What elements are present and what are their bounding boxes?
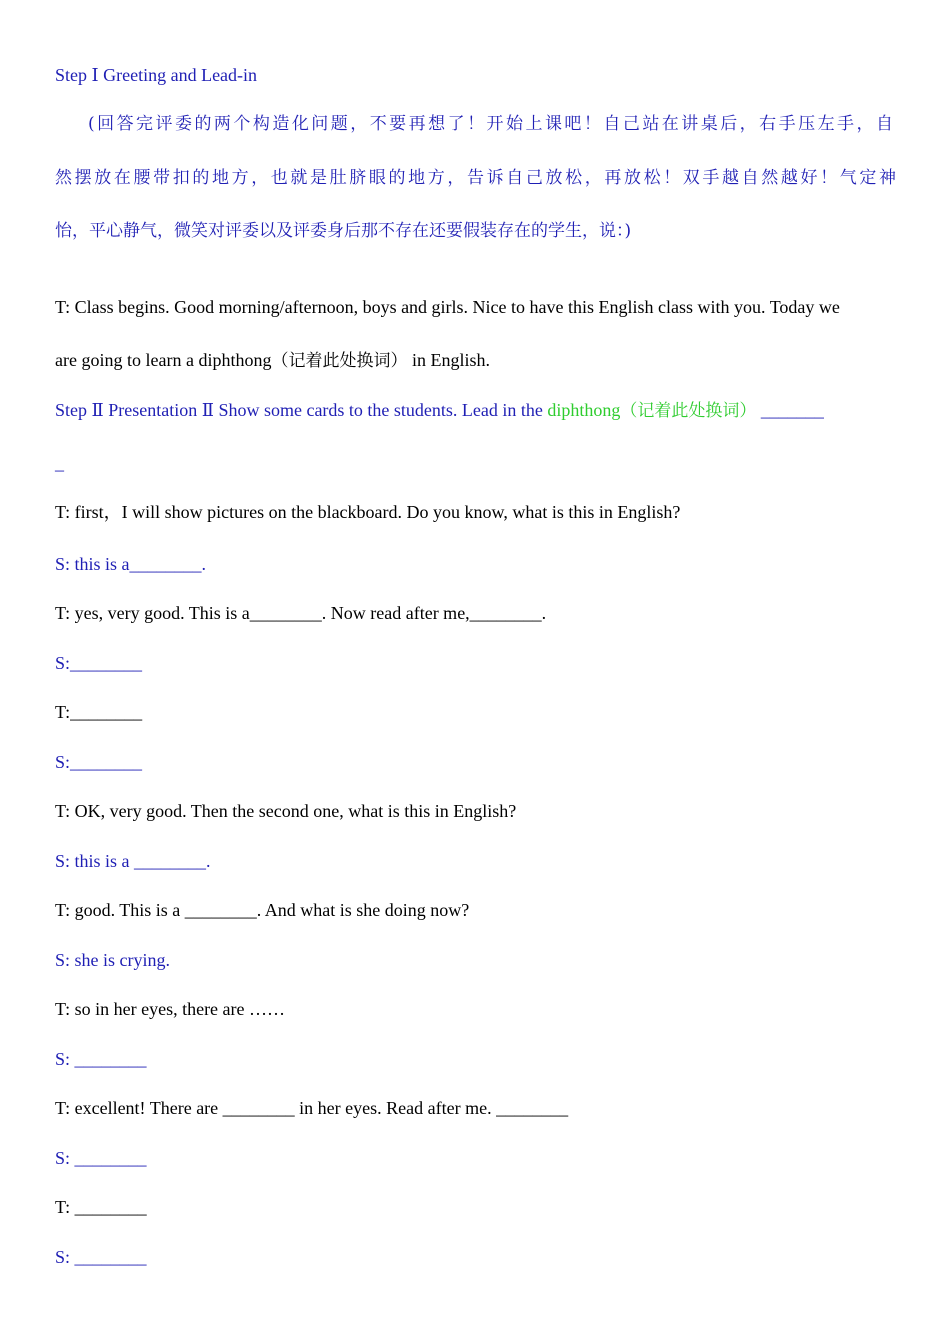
dialogue-line: T: ________	[55, 1197, 147, 1217]
step1-note-line3: 怡，平心静气，微笑对评委以及评委身后那不存在还要假装存在的学生，说：)	[55, 221, 632, 241]
step1-note-line2: 然摆放在腰带扣的地方，也就是肚脐眼的地方，告诉自己放松，再放松！双手越自然越好！气定神	[55, 168, 896, 188]
dialogue-line: T: excellent! There are ________ in her eyes. Read after me. ________	[55, 1098, 569, 1118]
step2-heading-wrap: _	[55, 453, 64, 473]
intro-line2	[55, 349, 490, 372]
dialogue-line: S: ________	[55, 1247, 147, 1267]
dialogue-line: T: yes, very good. This is a________. Now read after me,________.	[55, 603, 547, 623]
step2-heading-diphthong: diphthong	[547, 400, 621, 420]
intro-line2-end: in English.	[407, 350, 490, 370]
intro-line2-start: are going to learn a diphthong	[55, 350, 272, 370]
dialogue-line: S:________	[55, 752, 143, 772]
dialogue-line: T:________	[55, 702, 143, 722]
dialogue-line: T: so in her eyes, there are ……	[55, 999, 286, 1019]
intro-line1: T: Class begins. Good morning/afternoon, boys and girls. Nice to have this English class with you. Today we	[55, 297, 840, 317]
dialogue-line: T: OK, very good. Then the second one, what is this in English?	[55, 801, 517, 821]
dialogue-line: S: ________	[55, 1049, 147, 1069]
step2-heading-blank: _______	[756, 400, 824, 420]
dialogue-line: S: this is a ________.	[55, 851, 211, 871]
dialogue-line: S: this is a________.	[55, 554, 207, 574]
step1-note-line1: (回答完评委的两个构造化问题，不要再想了！开始上课吧！自己站在讲桌后，右手压左手，自	[88, 114, 893, 134]
dialogue-line: S: she is crying.	[55, 950, 170, 970]
dialogue-line: T: good. This is a ________. And what is she doing now?	[55, 900, 470, 920]
step2-heading	[55, 399, 824, 422]
dialogue-line: S: ________	[55, 1148, 147, 1168]
intro-line2-note: （记着此处换词）	[271, 351, 408, 371]
step2-heading-note: （记着此处换词）	[620, 401, 757, 421]
dialogue-line: S:________	[55, 653, 143, 673]
dialogue-line: T: first，I will show pictures on the blackboard. Do you know, what is this in English?	[55, 502, 681, 522]
step2-heading-start: Step Ⅱ Presentation Ⅱ Show some cards to the students. Lead in the	[55, 400, 548, 420]
step1-heading: Step Ⅰ Greeting and Lead-in	[55, 65, 258, 85]
